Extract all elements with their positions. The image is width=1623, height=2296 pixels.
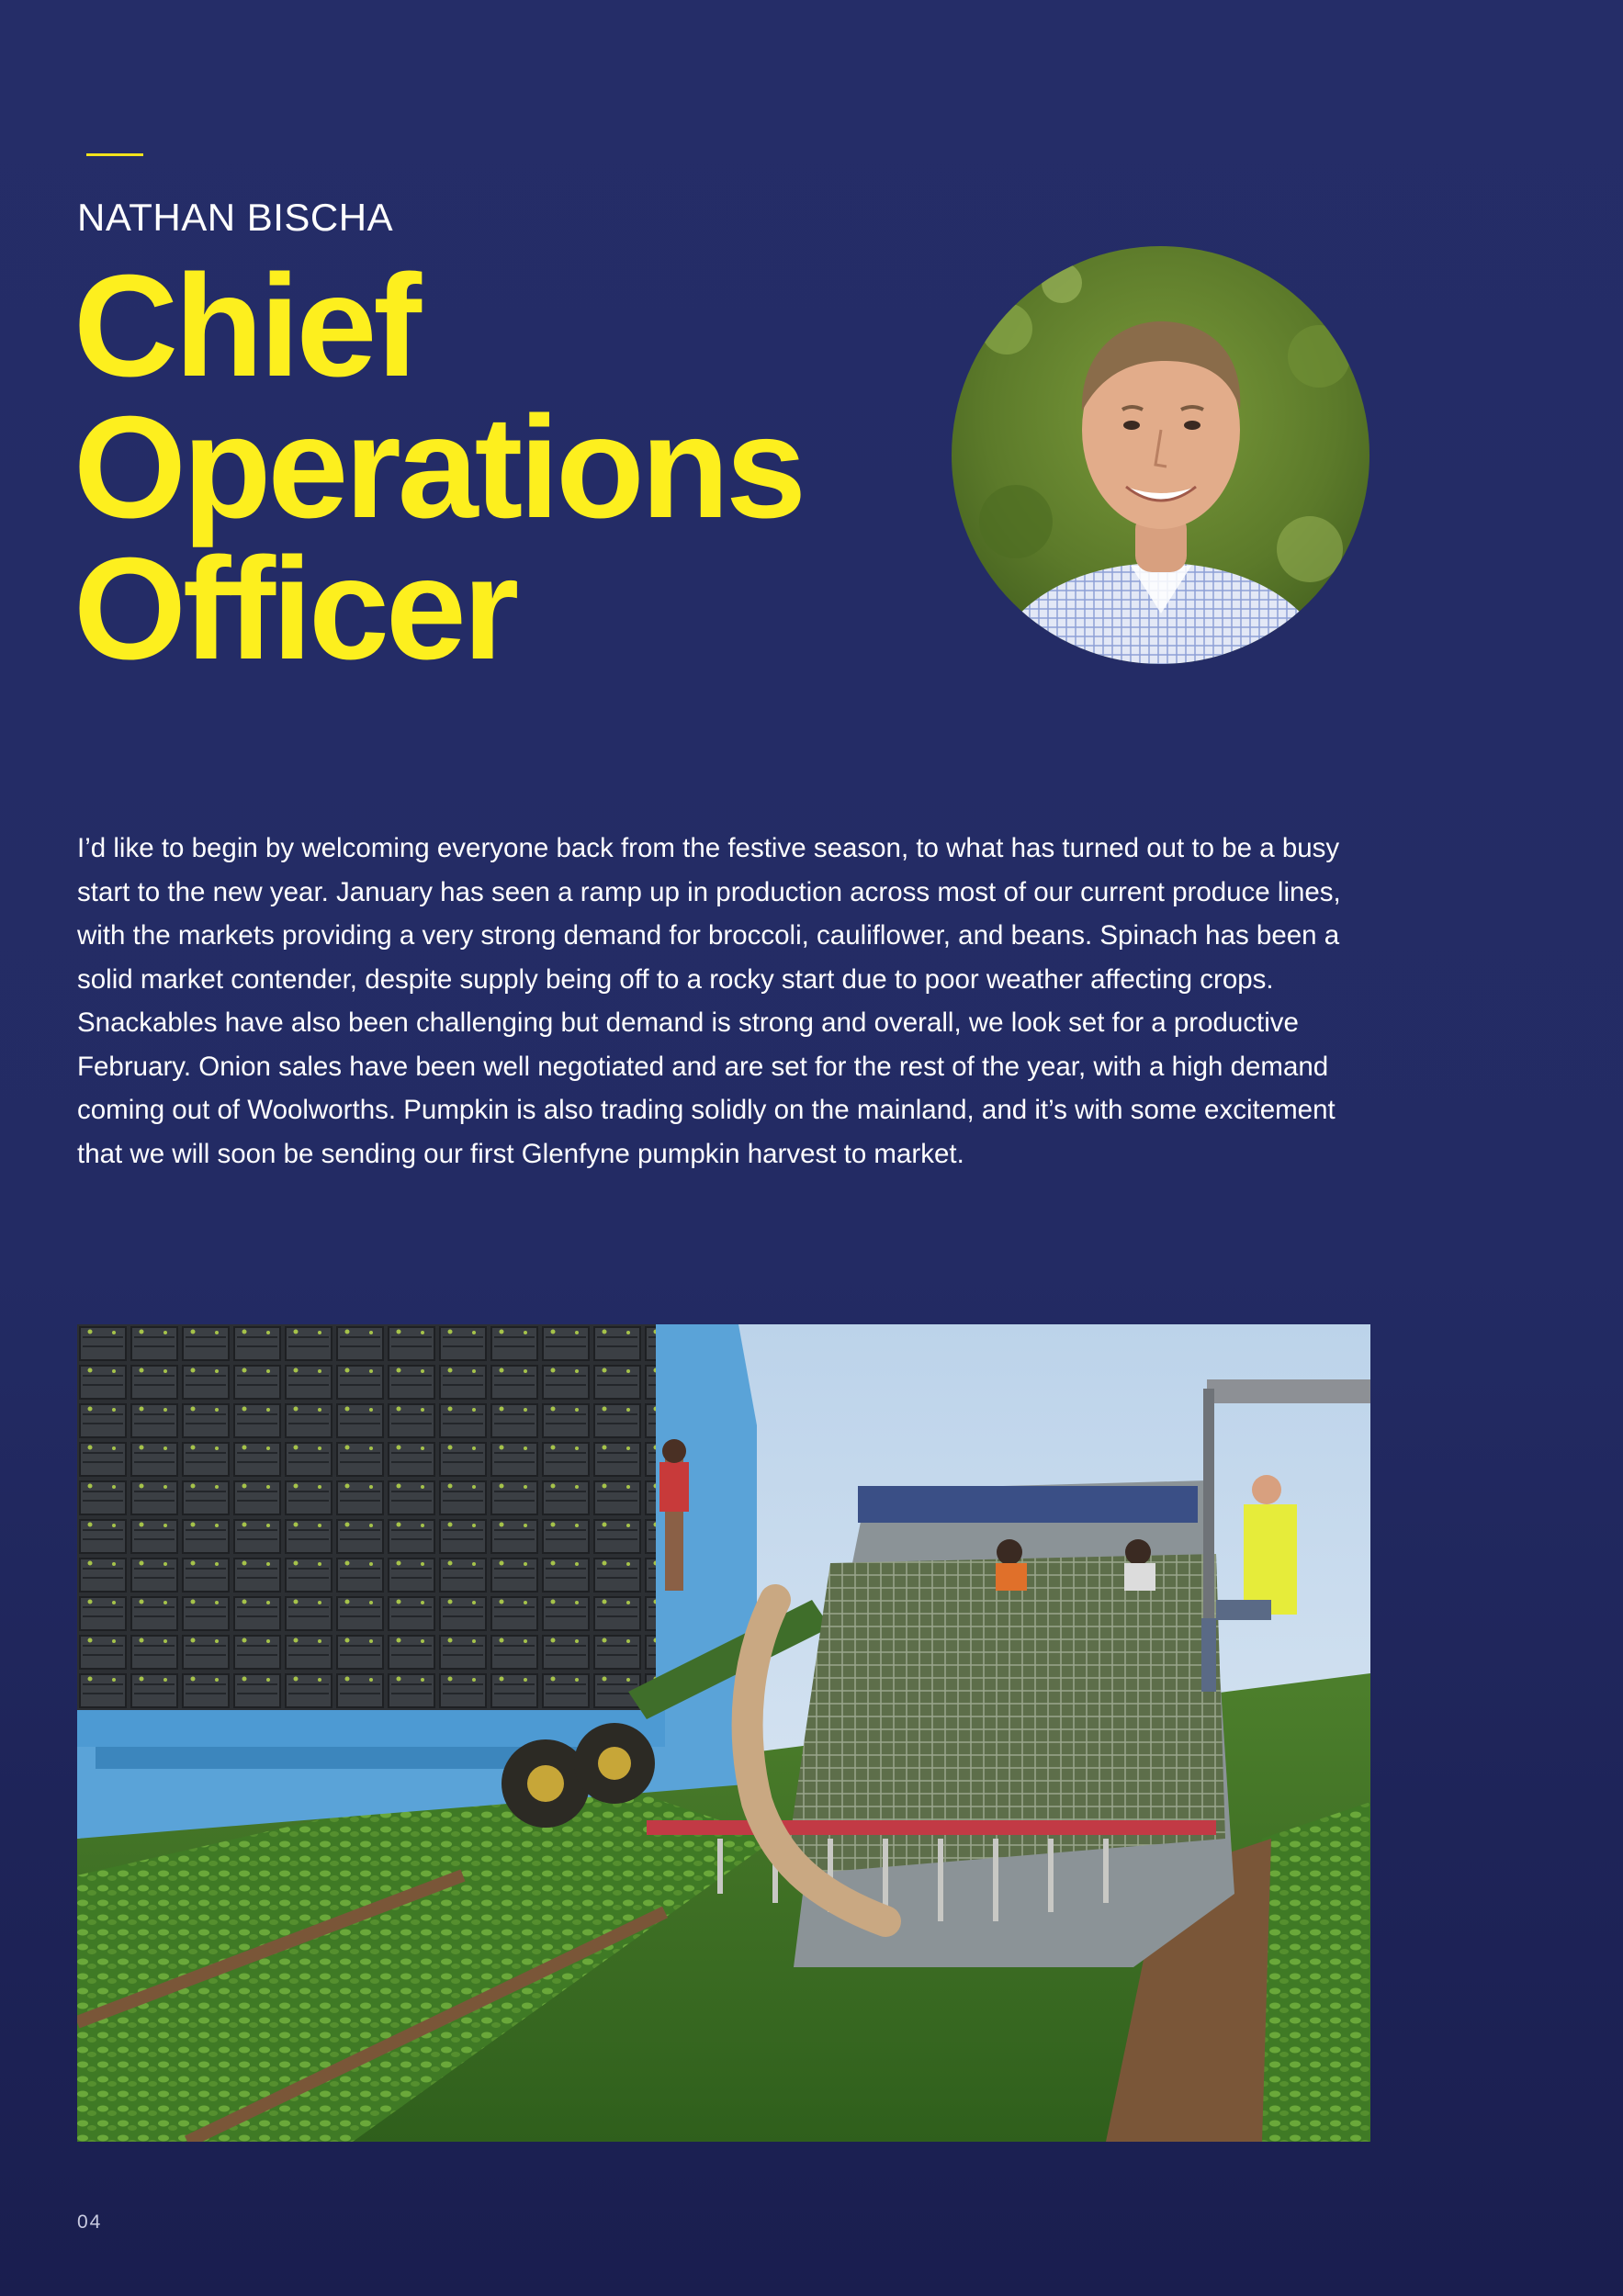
role-title [73,245,804,690]
accent-rule [86,153,143,156]
person-name: NATHAN BISCHA [77,196,394,239]
intro-paragraph: I’d like to begin by welcoming everyone back from the festive season, to what has turned out to be a busy start to the new year. January has seen a ramp up in production across most of our current produce lines, with the markets providing a very strong demand for broccoli, cauliflower, and beans. Spinach has been a solid market contender, despite supply being off to a rocky start due to poor weather affecting crops. Snackables have also been challenging but demand is strong and overall, we look set for a productive February. Onion sales have been well negotiated and are set for the rest of the year, with a high demand coming out of Woolworths. Pumpkin is also trading solidly on the mainland, and it’s with some excitement that we will soon be sending our first Glenfyne pumpkin harvest to market. [77,833,1341,1169]
role-title-line: Chief [73,245,418,407]
harvest-field-photo [77,1324,1370,2142]
page-number: 04 [77,2212,103,2233]
role-title-line: Officer [73,528,516,690]
role-title-line: Operations [73,387,804,548]
portrait-photo [952,246,1369,664]
